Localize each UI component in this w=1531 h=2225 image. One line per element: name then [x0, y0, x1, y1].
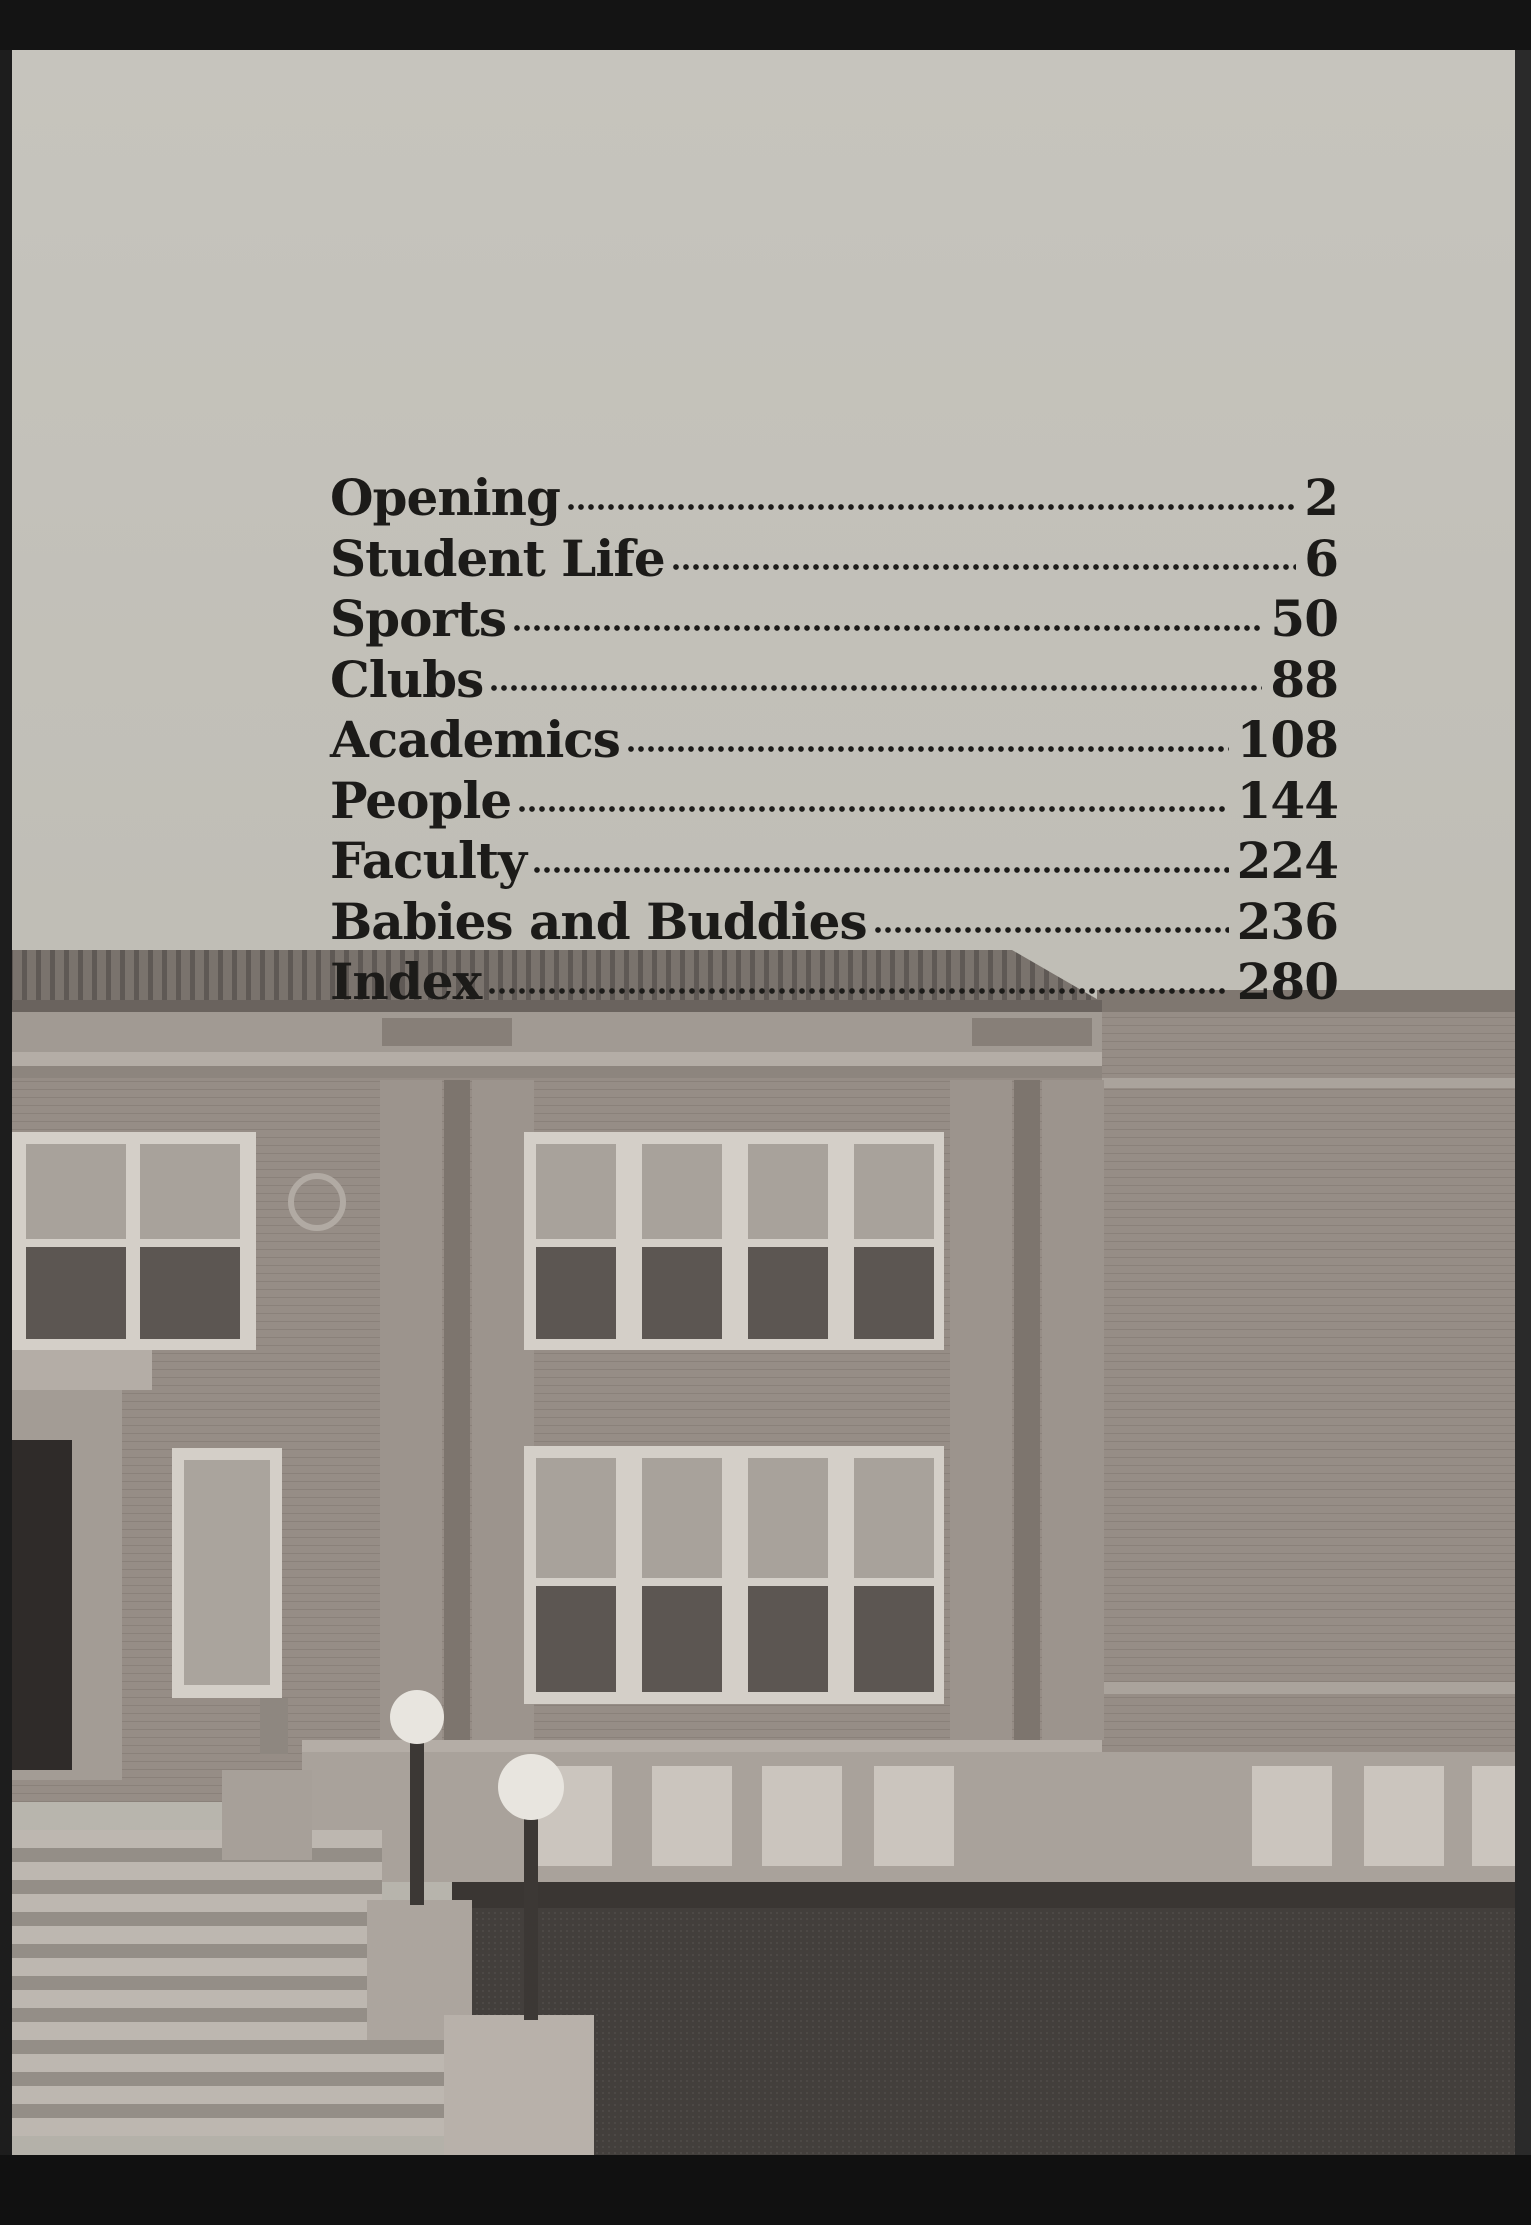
toc-entry-babies-and-buddies[interactable] [330, 892, 1338, 953]
dot-leader [873, 894, 1229, 939]
toc-entry-title: Sports [330, 589, 507, 648]
toc-entry-page: 88 [1270, 649, 1338, 709]
toc-entry-sports[interactable] [330, 589, 1338, 650]
toc-entry-title: Clubs [330, 649, 484, 709]
toc-entry-index[interactable] [330, 952, 1338, 1013]
dot-leader [671, 531, 1297, 576]
dot-leader [626, 712, 1229, 757]
toc-entry-title: People [330, 770, 512, 830]
toc-entry-faculty[interactable] [330, 831, 1338, 892]
scan-border-bottom [0, 2155, 1531, 2225]
toc-entry-page: 108 [1236, 710, 1338, 769]
yearbook-page [12, 50, 1515, 2155]
toc-entry-academics[interactable] [330, 710, 1338, 771]
toc-entry-title: Opening [330, 468, 560, 527]
toc-entry-title: Academics [330, 710, 620, 769]
scan-border-top [0, 0, 1531, 50]
toc-entry-opening[interactable] [330, 468, 1338, 529]
toc-entry-title: Faculty [330, 831, 527, 890]
toc-entry-student-life[interactable] [330, 529, 1338, 590]
toc-entry-people[interactable] [330, 771, 1338, 832]
toc-entry-clubs[interactable] [330, 650, 1338, 711]
dot-leader [566, 470, 1296, 515]
toc-entry-page: 236 [1236, 891, 1338, 951]
toc-entry-page: 2 [1304, 468, 1338, 527]
toc-entry-title: Index [330, 952, 482, 1011]
toc-entry-page: 144 [1236, 770, 1338, 830]
dot-leader [532, 833, 1229, 878]
dot-leader [517, 773, 1228, 818]
scan-border-right [1515, 50, 1531, 2155]
dot-leader [489, 652, 1262, 697]
school-building-photo [12, 50, 1515, 2155]
table-of-contents [330, 468, 1338, 1013]
toc-entry-title: Babies and Buddies [330, 891, 867, 951]
toc-entry-page: 280 [1236, 952, 1338, 1011]
dot-leader [512, 591, 1262, 636]
toc-entry-title: Student Life [330, 528, 665, 588]
toc-entry-page: 50 [1270, 589, 1338, 648]
dot-leader [487, 954, 1228, 999]
toc-entry-page: 224 [1236, 831, 1338, 890]
toc-entry-page: 6 [1304, 528, 1338, 588]
